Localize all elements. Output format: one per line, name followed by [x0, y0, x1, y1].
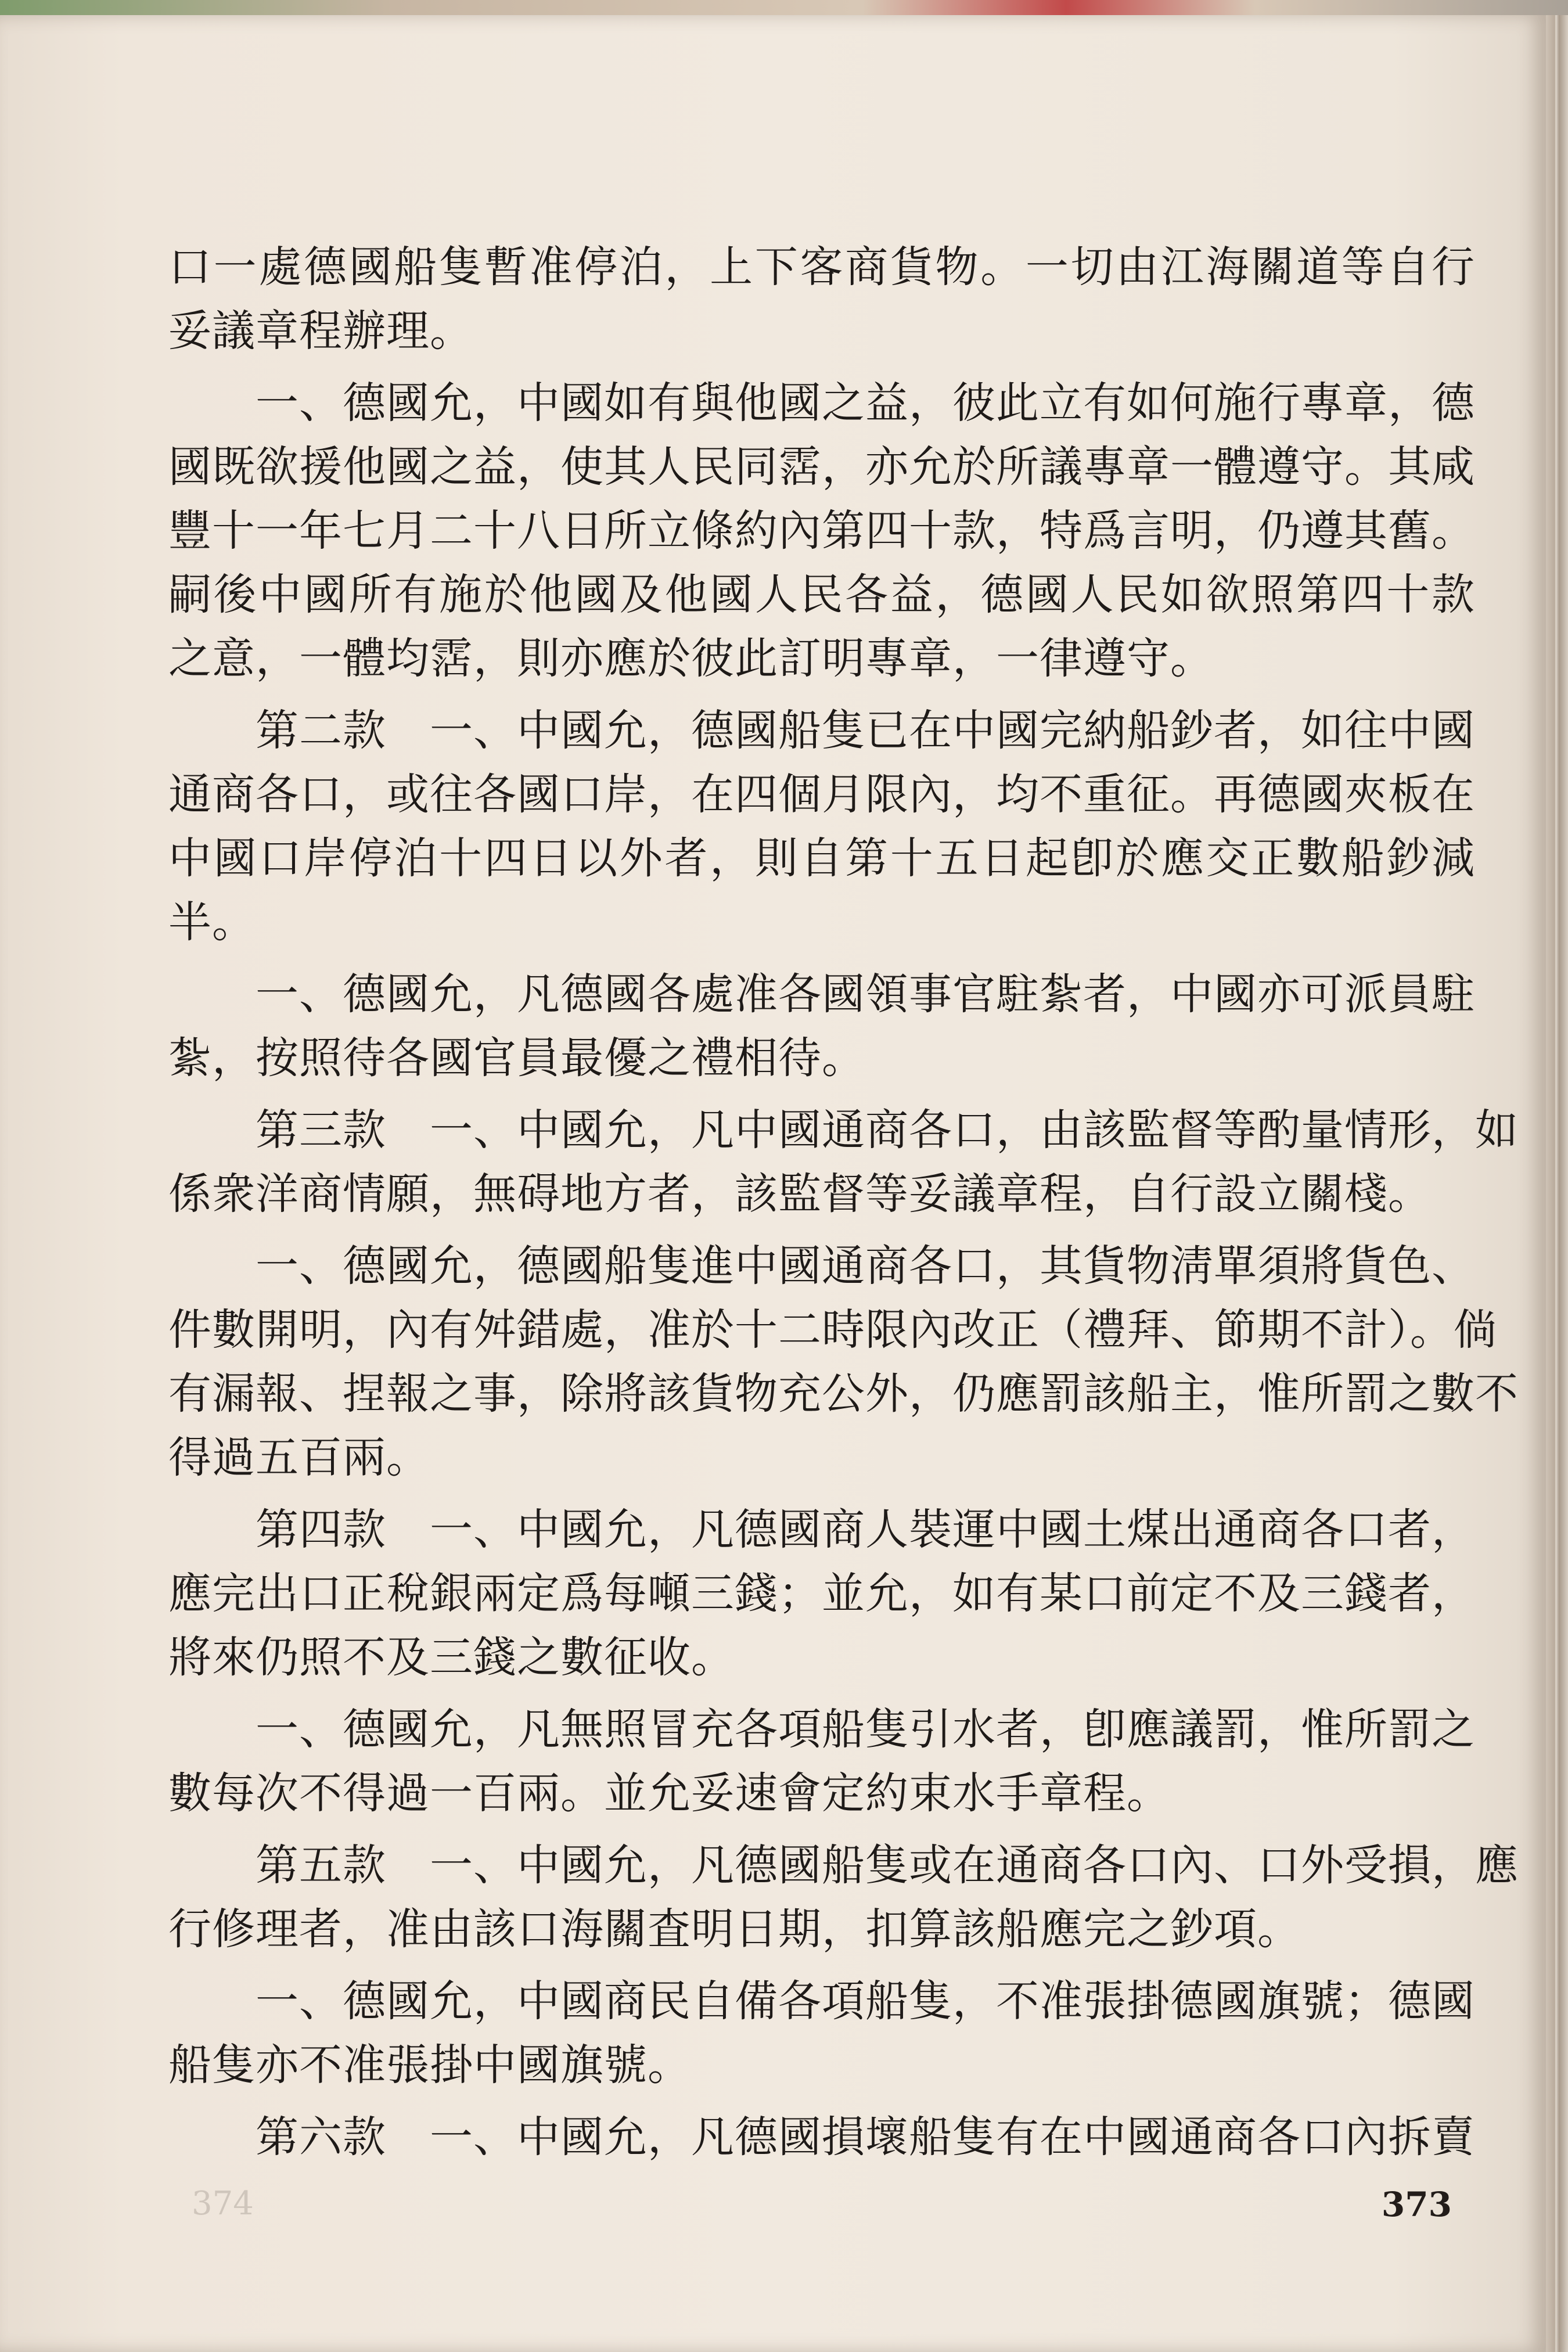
text-line: 係衆洋商情願，無碍地方者，該監督等妥議章程，自行設立關棧。	[168, 1169, 1432, 1219]
text-line: 中國口岸停泊十四日以外者，則自第十五日起卽於應交正數船鈔減	[168, 833, 1475, 883]
text-line: 半。	[168, 897, 256, 947]
text-line: 件數開明，內有舛錯處，准於十二時限內改正（禮拜、節期不計）。倘	[168, 1305, 1497, 1355]
top-edge-strip	[0, 0, 1568, 15]
text-line: 一、德國允，中國如有與他國之益，彼此立有如何施行專章，德	[256, 378, 1475, 428]
facing-page-number: 374	[192, 2185, 254, 2222]
text-line: 第二款 一、中國允，德國船隻已在中國完納船鈔者，如往中國	[256, 706, 1475, 756]
text-line: 一、德國允，凡德國各處准各國領事官駐紮者，中國亦可派員駐	[256, 969, 1475, 1019]
body-text	[168, 235, 1519, 2169]
text-line: 嗣後中國所有施於他國及他國人民各益，德國人民如欲照第四十款	[168, 570, 1475, 620]
text-line: 國既欲援他國之益，使其人民同霑，亦允於所議專章一體遵守。其咸	[168, 442, 1475, 492]
text-line: 一、德國允，德國船隻進中國通商各口，其貨物淸單須將貨色、	[256, 1241, 1475, 1291]
page-stack-edge	[1546, 15, 1568, 2352]
text-line: 將來仍照不及三錢之數征收。	[168, 1632, 735, 1682]
page-number: 373	[1381, 2185, 1452, 2224]
text-line: 紮，按照待各國官員最優之禮相待。	[168, 1033, 865, 1083]
text-line: 船隻亦不准張掛中國旗號。	[168, 2040, 691, 2090]
text-line: 第五款 一、中國允，凡德國船隻或在通商各口內、口外受損，應	[256, 1840, 1519, 1890]
text-line: 口一處德國船隻暫准停泊，上下客商貨物。一切由江海關道等自行	[168, 242, 1475, 292]
text-line: 行修理者，准由該口海關査明日期，扣算該船應完之鈔項。	[168, 1904, 1301, 1954]
text-line: 應完出口正稅銀兩定爲每噸三錢；並允，如有某口前定不及三錢者，	[168, 1569, 1475, 1619]
text-line: 一、德國允，中國商民自備各項船隻，不准張掛德國旗號；德國	[256, 1976, 1475, 2026]
text-line: 有漏報、捏報之事，除將該貨物充公外，仍應罰該船主，惟所罰之數不	[168, 1369, 1519, 1419]
text-line: 豐十一年七月二十八日所立條約內第四十款，特爲言明，仍遵其舊。	[168, 506, 1475, 556]
text-line: 得過五百兩。	[168, 1433, 430, 1483]
text-line: 通商各口，或往各國口岸，在四個月限內，均不重征。再德國夾板在	[168, 769, 1475, 819]
text-line: 第四款 一、中國允，凡德國商人裝運中國土煤出通商各口者，	[256, 1505, 1475, 1555]
text-line: 第三款 一、中國允，凡中國通商各口，由該監督等酌量情形，如	[256, 1105, 1519, 1155]
text-line: 數每次不得過一百兩。並允妥速會定約束水手章程。	[168, 1768, 1170, 1818]
text-line: 妥議章程辦理。	[168, 306, 473, 356]
text-line: 之意，一體均霑，則亦應於彼此訂明專章，一律遵守。	[168, 634, 1214, 684]
text-line: 第六款 一、中國允，凡德國損壞船隻有在中國通商各口內拆賣	[256, 2112, 1475, 2162]
text-line: 一、德國允，凡無照冒充各項船隻引水者，卽應議罰，惟所罰之	[256, 1704, 1475, 1754]
